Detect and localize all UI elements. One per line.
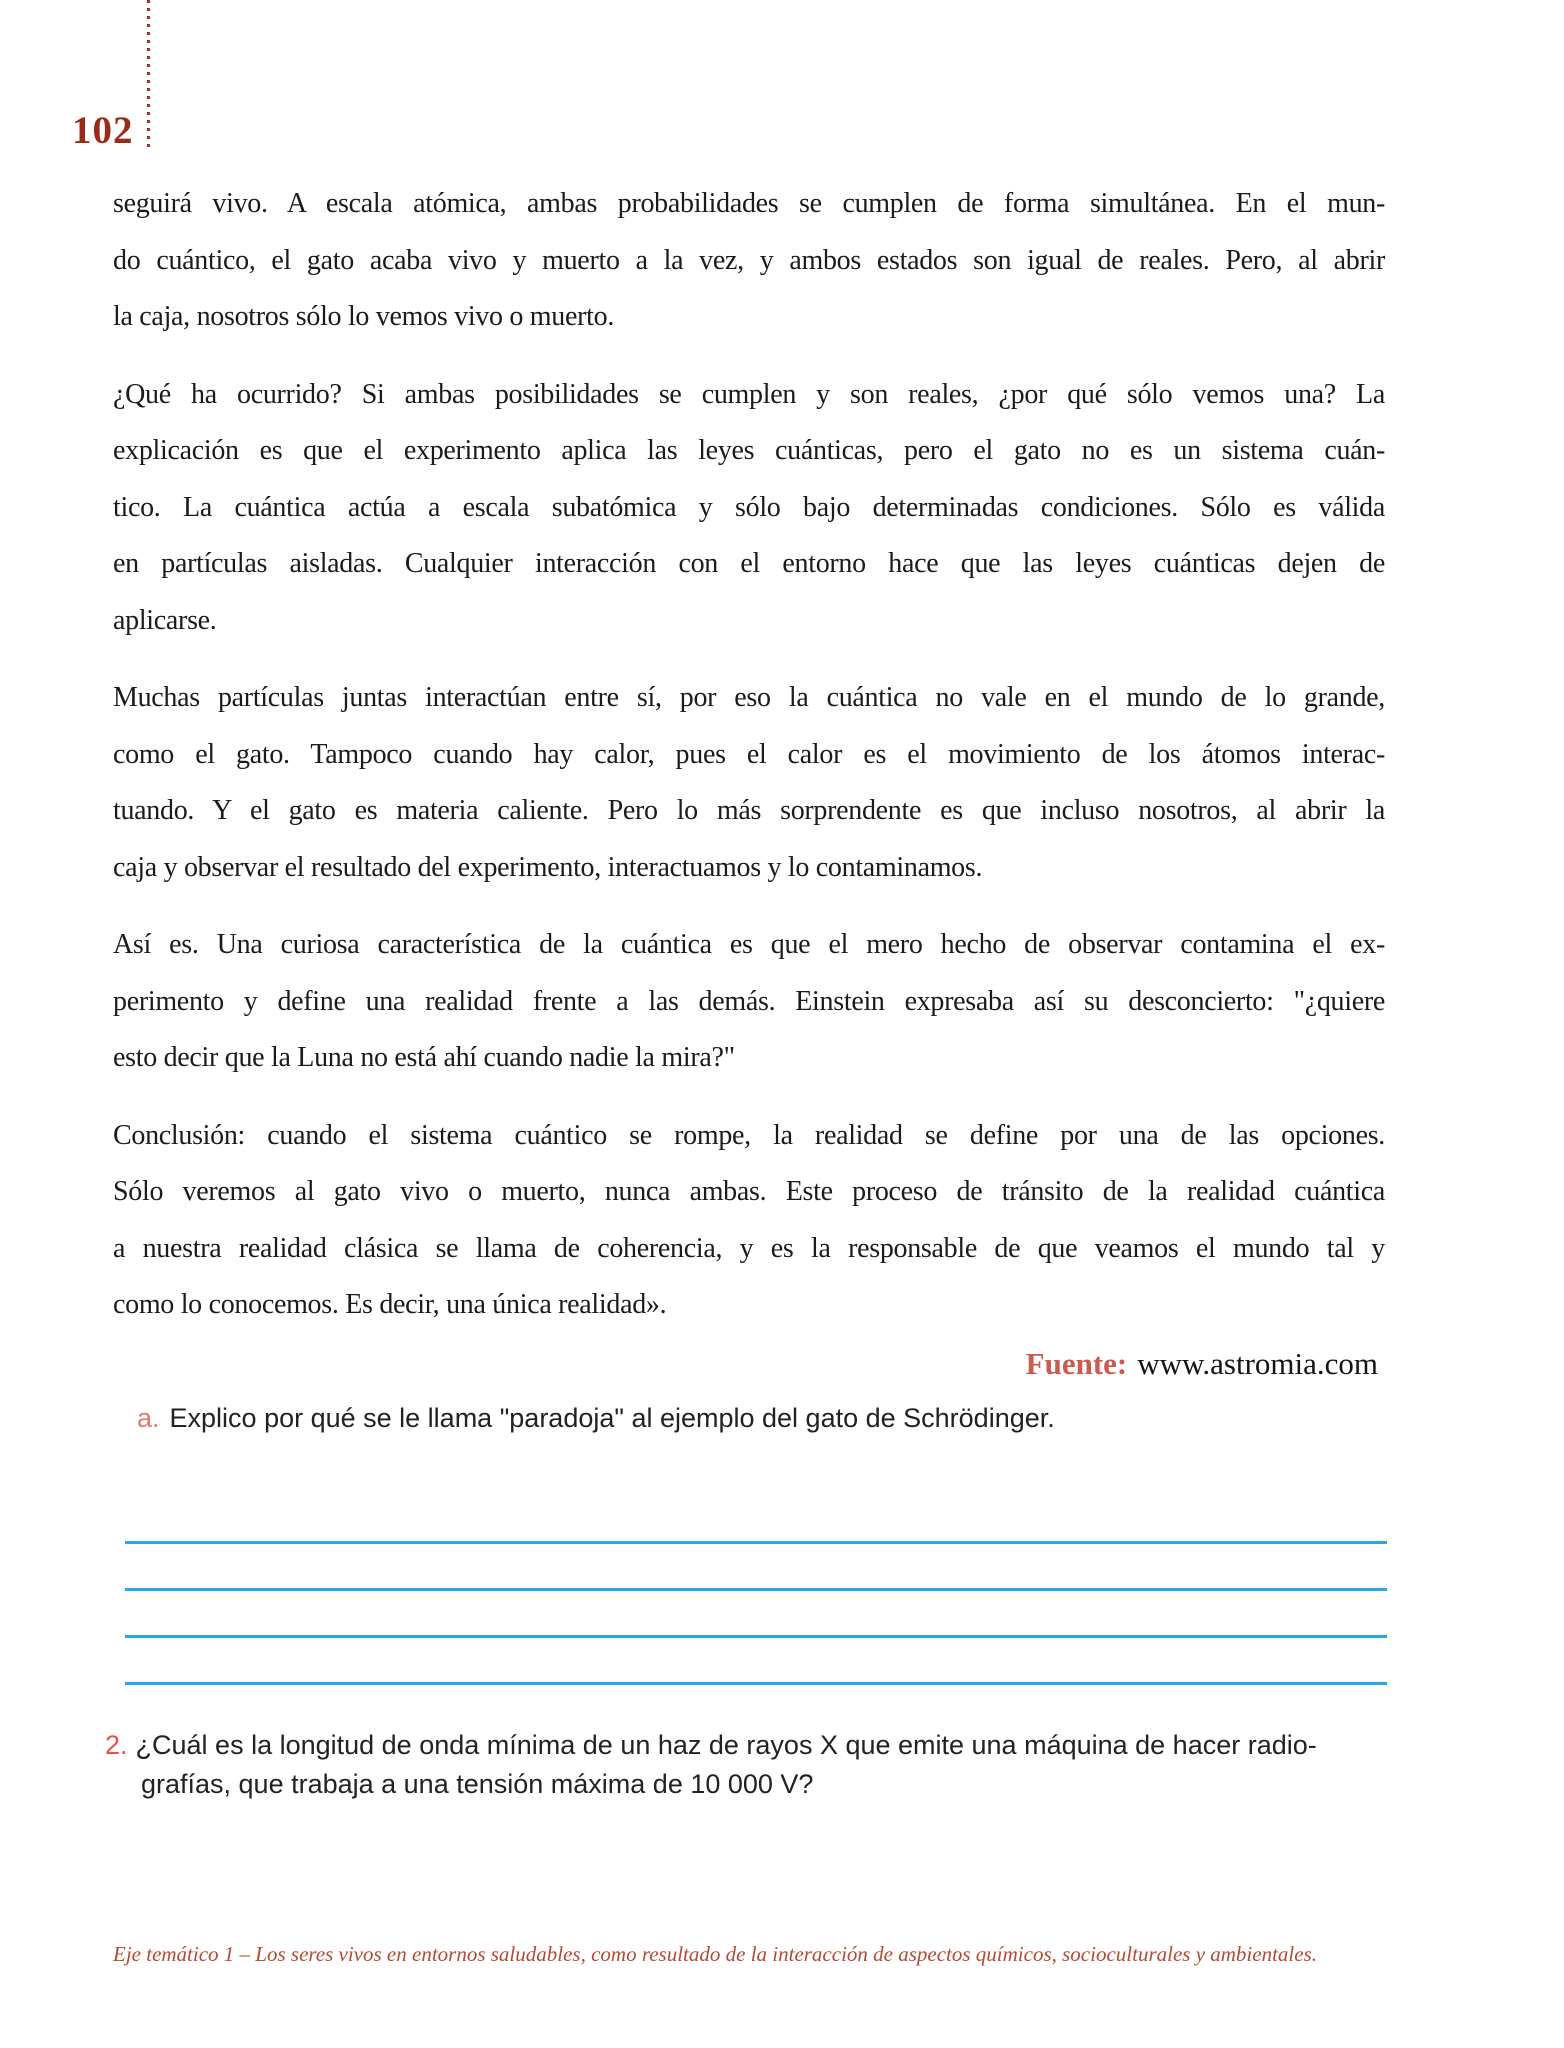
- answer-line: [125, 1588, 1387, 1591]
- source-line: [113, 1344, 1378, 1384]
- question-2-marker: 2.: [105, 1730, 128, 1760]
- paragraph-line: Conclusión: cuando el sistema cuántico se rompe, la realidad se define por una de las opciones.: [113, 1119, 1385, 1151]
- paragraph-line: ¿Qué ha ocurrido? Si ambas posibilidades se cumplen y son reales, ¿por qué sólo vemos una? La: [113, 378, 1385, 410]
- paragraph: [113, 670, 1385, 896]
- paragraph-line: esto decir que la Luna no está ahí cuando nadie la mira?": [113, 1042, 735, 1073]
- paragraph-line: perimento y define una realidad frente a las demás. Einstein expresaba así su desconcierto: "¿quiere: [113, 985, 1385, 1017]
- paragraph: [113, 176, 1385, 346]
- paragraph-line: aplicarse.: [113, 604, 217, 636]
- paragraph-line: explicación es que el experimento aplica las leyes cuánticas, pero el gato no es un sistema cuán-: [113, 435, 1385, 466]
- item-a-marker: a.: [137, 1403, 160, 1433]
- answer-line: [125, 1682, 1387, 1685]
- dotted-rule-decoration: [147, 0, 150, 147]
- paragraph-line: en partículas aisladas. Cualquier interacción con el entorno hace que las leyes cuánticas dejen de: [113, 548, 1385, 579]
- answer-line: [125, 1635, 1387, 1638]
- article: [113, 176, 1385, 1355]
- paragraph-line: tuando. Y el gato es materia caliente. Pero lo más sorprendente es que incluso nosotros, al abrir la: [113, 795, 1385, 826]
- paragraph: [113, 1108, 1385, 1334]
- source-label: Fuente:: [1025, 1346, 1128, 1381]
- source-url: www.astromia.com: [1137, 1346, 1378, 1381]
- paragraph-line: do cuántico, el gato acaba vivo y muerto a la vez, y ambos estados son igual de reales. Pero, al abrir: [113, 244, 1385, 276]
- paragraph: [113, 917, 1385, 1087]
- answer-lines: [125, 1541, 1387, 1685]
- paragraph-line: a nuestra realidad clásica se llama de coherencia, y es la responsable de que veamos el mundo tal y: [113, 1232, 1385, 1264]
- paragraph-line: Sólo veremos al gato vivo o muerto, nunca ambas. Este proceso de tránsito de la realidad cuántica: [113, 1176, 1385, 1207]
- question-2-line: [105, 1726, 1405, 1765]
- exercise-item-a: [137, 1400, 1387, 1436]
- paragraph-line: la caja, nosotros sólo lo vemos vivo o muerto.: [113, 301, 615, 332]
- paragraph: [113, 367, 1385, 650]
- paragraph-line: como el gato. Tampoco cuando hay calor, pues el calor es el movimiento de los átomos interac-: [113, 738, 1385, 770]
- page-number: 102: [72, 109, 134, 152]
- paragraph-line: Así es. Una curiosa característica de la cuántica es que el mero hecho de observar contamina el ex-: [113, 929, 1385, 960]
- paragraph-line: tico. La cuántica actúa a escala subatómica y sólo bajo determinadas condiciones. Sólo es válida: [113, 491, 1385, 523]
- item-a-text: Explico por qué se le llama "paradoja" al ejemplo del gato de Schrödinger.: [169, 1403, 1055, 1433]
- paragraph-line: Muchas partículas juntas interactúan entre sí, por eso la cuántica no vale en el mundo de lo grande,: [113, 682, 1385, 713]
- paragraph-line: caja y observar el resultado del experimento, interactuamos y lo contaminamos.: [113, 851, 983, 883]
- footer-theme-line: Eje temático 1 – Los seres vivos en entornos saludables, como resultado de la interacción de aspectos químicos, socioculturales y ambientales.: [113, 1942, 1318, 1966]
- paragraph-line: como lo conocemos. Es decir, una única realidad».: [113, 1289, 667, 1320]
- answer-line: [125, 1541, 1387, 1544]
- question-2: [105, 1726, 1405, 1804]
- paragraph-line: seguirá vivo. A escala atómica, ambas probabilidades se cumplen de forma simultánea. En el mun-: [113, 188, 1385, 219]
- question-2-text-line: grafías, que trabaja a una tensión máxima de 10 000 V?: [141, 1769, 814, 1799]
- question-2-text-line: ¿Cuál es la longitud de onda mínima de un haz de rayos X que emite una máquina de hacer radio-: [135, 1730, 1317, 1760]
